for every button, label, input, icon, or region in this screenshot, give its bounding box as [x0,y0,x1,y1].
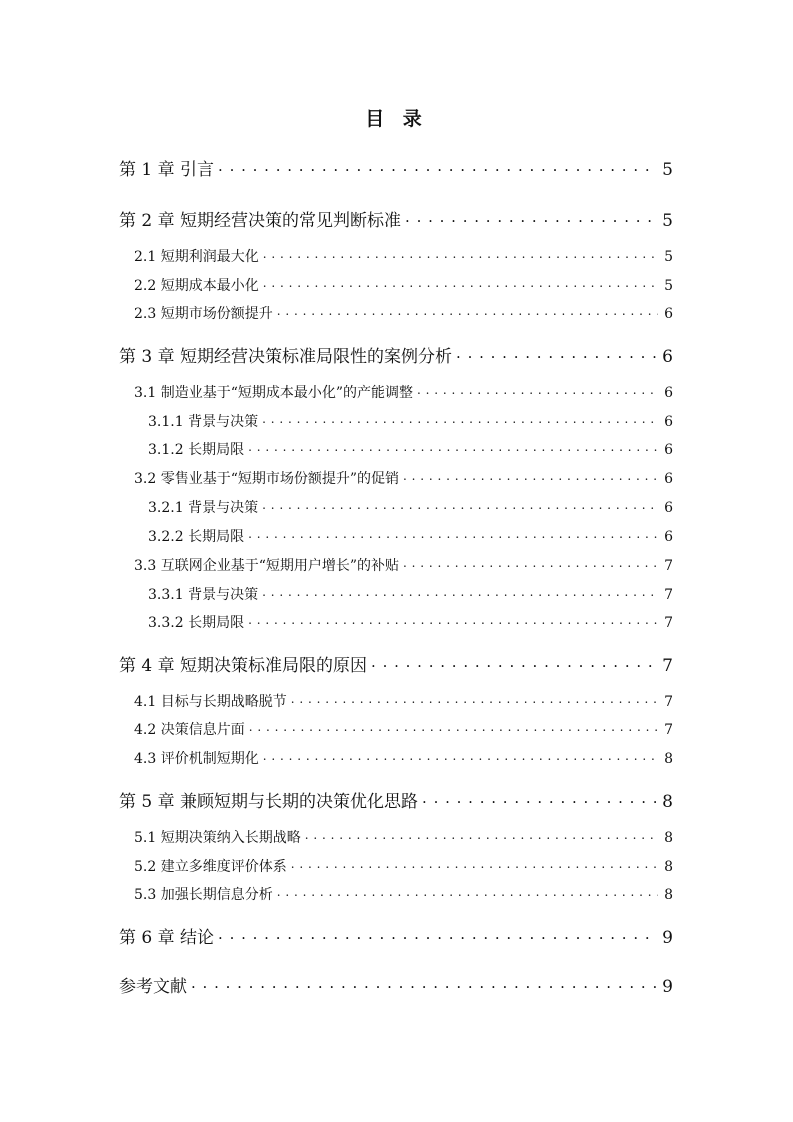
dot-leader [422,790,656,807]
dot-leader [248,613,658,627]
toc-page-number: 6 [664,500,673,516]
toc-page-number: 8 [662,792,673,812]
toc-page-number: 5 [662,211,673,231]
dot-leader [291,857,658,871]
toc-entry-label: 4.1 目标与长期战略脱节 [134,694,287,710]
toc-page-number: 6 [664,306,673,322]
toc-entry-label: 参考文献 [119,977,187,997]
dot-leader [277,304,658,318]
toc-page-number: 5 [662,160,673,180]
toc-page-number: 5 [664,278,673,294]
toc-entry-label: 第 6 章 结论 [119,928,215,948]
toc-entry-label: 第 2 章 短期经营决策的常见判断标准 [119,211,402,231]
toc-entry-label: 2.2 短期成本最小化 [134,278,259,294]
dot-leader [262,412,658,426]
toc-page-number: 7 [664,722,673,738]
toc-page-number: 5 [664,249,673,265]
dot-leader [263,276,658,290]
toc-page-number: 8 [664,887,673,903]
toc-section-2-1[interactable] [134,246,673,266]
dot-leader [305,828,658,842]
toc-section-2-2[interactable] [134,275,673,295]
dot-leader [262,585,658,599]
toc-section-3-3[interactable] [134,555,673,575]
toc-entry-label: 5.1 短期决策纳入长期战略 [134,830,301,846]
dot-leader [218,158,656,175]
toc-page-number: 6 [664,471,673,487]
toc-chapter-4[interactable] [119,651,673,676]
dot-leader [191,975,656,992]
toc-page-number: 6 [664,414,673,430]
toc-section-3-2[interactable] [134,468,673,488]
toc-chapter-5[interactable] [119,787,673,812]
toc-entry-label: 2.3 短期市场份额提升 [134,306,273,322]
toc-section-3-1[interactable] [134,382,673,402]
toc-entry-label: 4.2 决策信息片面 [134,722,245,738]
dot-leader [403,469,658,483]
dot-leader [262,498,658,512]
toc-section-5-2[interactable] [134,856,673,876]
dot-leader [263,749,658,763]
dot-leader [371,654,656,671]
toc-chapter-2[interactable] [119,206,673,231]
dot-leader [456,345,656,362]
dot-leader [248,527,658,541]
toc-subsection-3-2-2[interactable] [148,526,673,546]
dot-leader [417,383,658,397]
toc-entry-label: 5.2 建立多维度评价体系 [134,859,287,875]
toc-entry-label: 3.1.2 长期局限 [148,442,245,458]
toc-subsection-3-3-1[interactable] [148,584,673,604]
dot-leader [263,247,658,261]
toc-chapter-3[interactable] [119,342,673,367]
toc-page-number: 8 [664,830,673,846]
toc-section-4-2[interactable] [134,719,673,739]
toc-subsection-3-1-1[interactable] [148,411,673,431]
toc-section-4-1[interactable] [134,691,673,711]
toc-section-4-3[interactable] [134,748,673,768]
dot-leader [218,926,656,943]
toc-entry-label: 3.1 制造业基于“短期成本最小化”的产能调整 [134,385,414,401]
dot-leader [405,209,656,226]
toc-entry-label: 5.3 加强长期信息分析 [134,887,273,903]
toc-entry-label: 3.2 零售业基于“短期市场份额提升”的促销 [134,471,400,487]
toc-entry-label: 3.3.2 长期局限 [148,615,245,631]
toc-page-number: 6 [664,529,673,545]
toc-entry-label: 第 1 章 引言 [119,160,215,180]
toc-chapter-1[interactable] [119,155,673,180]
toc-entry-label: 3.3 互联网企业基于“短期用户增长”的补贴 [134,558,400,574]
toc-page-number: 7 [662,656,673,676]
dot-leader [291,692,658,706]
toc-page-number: 6 [664,442,673,458]
dot-leader [249,720,658,734]
dot-leader [403,556,658,570]
toc-page-number: 7 [664,694,673,710]
toc-page-number: 9 [662,928,673,948]
toc-entry-label: 第 5 章 兼顾短期与长期的决策优化思路 [119,792,419,812]
toc-section-2-3[interactable] [134,303,673,323]
toc-entry-label: 3.1.1 背景与决策 [148,414,259,430]
toc-entry-label: 3.2.2 长期局限 [148,529,245,545]
toc-page-number: 6 [662,347,673,367]
toc-section-5-1[interactable] [134,827,673,847]
toc-page-number: 8 [664,751,673,767]
toc-entry-label: 4.3 评价机制短期化 [134,751,259,767]
toc-chapter-6[interactable] [119,923,673,948]
toc-entry-label: 第 4 章 短期决策标准局限的原因 [119,656,368,676]
toc-subsection-3-1-2[interactable] [148,439,673,459]
toc-page-number: 6 [664,385,673,401]
toc-title: 目 录 [365,108,428,130]
toc-entry-label: 2.1 短期利润最大化 [134,249,259,265]
toc-page-number: 7 [664,615,673,631]
toc-page-number: 7 [664,587,673,603]
toc-page-number: 7 [664,558,673,574]
toc-references[interactable] [119,972,673,997]
toc-subsection-3-2-1[interactable] [148,497,673,517]
toc-section-5-3[interactable] [134,884,673,904]
toc-subsection-3-3-2[interactable] [148,612,673,632]
toc-page-number: 9 [662,977,673,997]
toc-entry-label: 第 3 章 短期经营决策标准局限性的案例分析 [119,347,453,367]
dot-leader [248,440,658,454]
toc-entry-label: 3.3.1 背景与决策 [148,587,259,603]
toc-entry-label: 3.2.1 背景与决策 [148,500,259,516]
toc-page-number: 8 [664,859,673,875]
dot-leader [277,885,658,899]
